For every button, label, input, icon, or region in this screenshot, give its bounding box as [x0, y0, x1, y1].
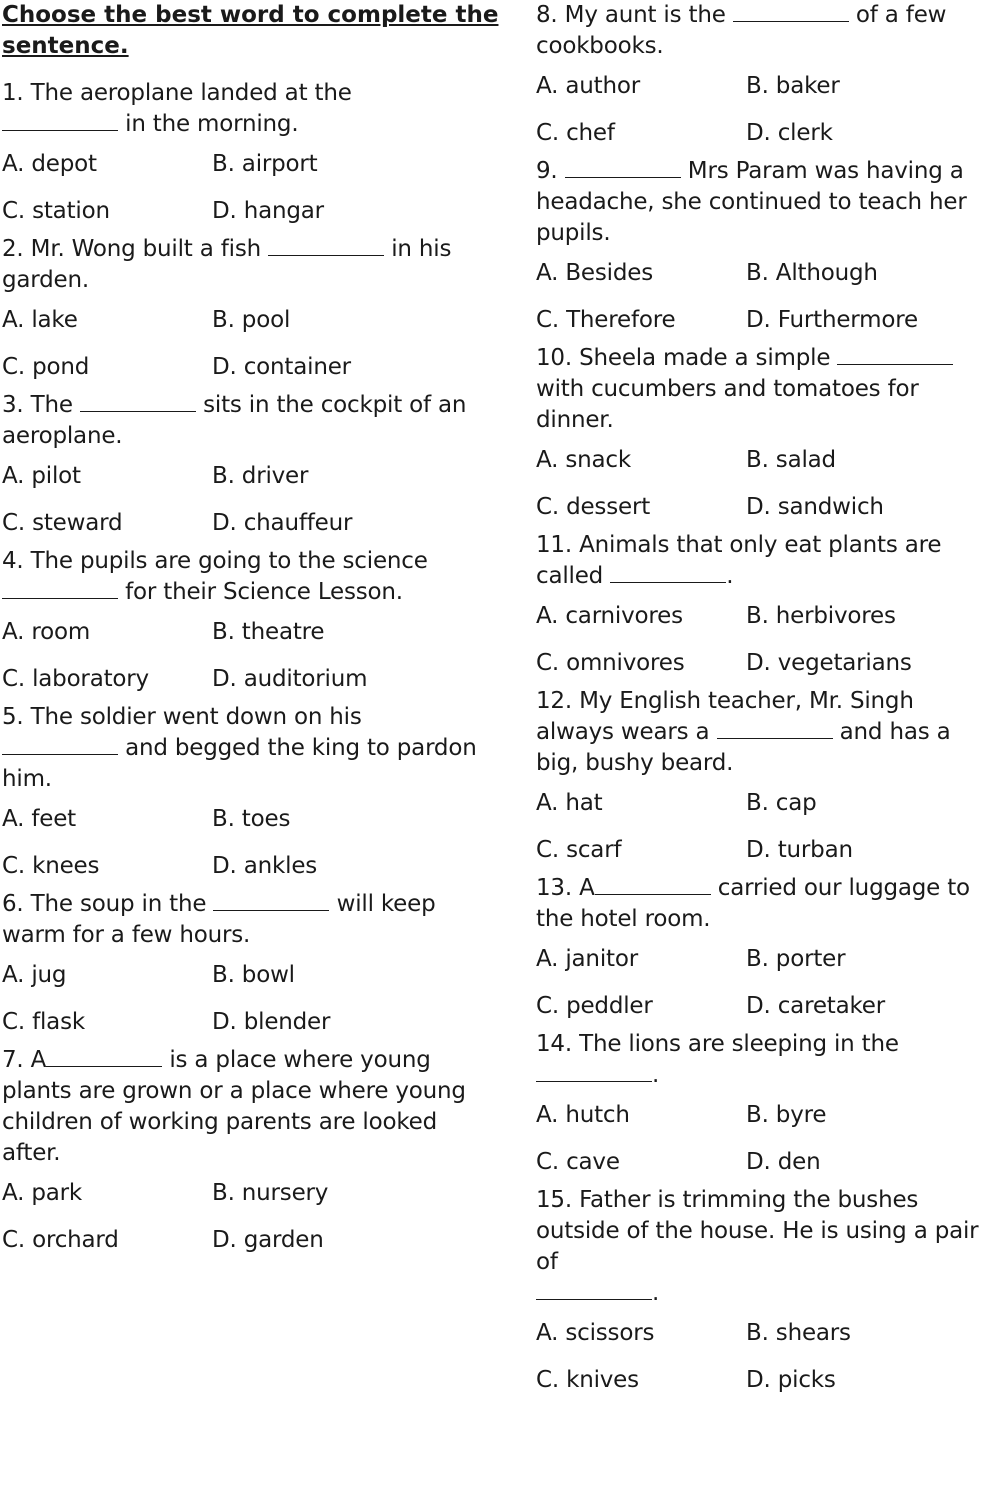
- question-10: [536, 343, 996, 530]
- option-a[interactable]: A. room: [2, 619, 91, 645]
- options-row: [2, 998, 502, 1045]
- option-a[interactable]: A. scissors: [536, 1320, 655, 1346]
- option-d[interactable]: D. caretaker: [746, 993, 885, 1019]
- option-d[interactable]: D. sandwich: [746, 494, 884, 520]
- option-b[interactable]: B. herbivores: [746, 603, 896, 629]
- option-b[interactable]: B. airport: [212, 151, 318, 177]
- option-b[interactable]: B. cap: [746, 790, 817, 816]
- options-row: [2, 1216, 502, 1263]
- question-11: [536, 530, 996, 686]
- options-row: [536, 1356, 996, 1403]
- options-row: [536, 109, 996, 156]
- right-column: [536, 0, 996, 1403]
- option-a[interactable]: A. hat: [536, 790, 603, 816]
- option-c[interactable]: C. scarf: [536, 837, 622, 863]
- options-row: [2, 187, 502, 234]
- options-row: [536, 1138, 996, 1185]
- question-1: [2, 78, 502, 234]
- option-d[interactable]: D. turban: [746, 837, 853, 863]
- options-row: [536, 826, 996, 873]
- option-d[interactable]: D. auditorium: [212, 666, 368, 692]
- answer-blank-14: [536, 1061, 652, 1082]
- question-9-stem: 9. Mrs Param was having a headache, she continued to teach her pupils.: [536, 158, 967, 246]
- option-b[interactable]: B. driver: [212, 463, 309, 489]
- option-c[interactable]: C. station: [2, 198, 110, 224]
- option-a[interactable]: A. pilot: [2, 463, 81, 489]
- option-b[interactable]: B. nursery: [212, 1180, 329, 1206]
- question-8: [536, 0, 996, 156]
- question-13-stem: 13. A carried our luggage to the hotel room.: [536, 875, 970, 932]
- option-d[interactable]: D. garden: [212, 1227, 324, 1253]
- question-6-stem: 6. The soup in the will keep warm for a few hours.: [2, 891, 436, 948]
- options-row: [536, 62, 996, 109]
- option-a[interactable]: A. park: [2, 1180, 83, 1206]
- option-c[interactable]: C. dessert: [536, 494, 651, 520]
- answer-blank-5: [2, 734, 118, 755]
- question-11-stem: 11. Animals that only eat plants are called .: [536, 532, 942, 589]
- option-b[interactable]: B. pool: [212, 307, 291, 333]
- options-row: [2, 499, 502, 546]
- left-column: [2, 0, 502, 1263]
- option-c[interactable]: C. steward: [2, 510, 123, 536]
- option-d[interactable]: D. den: [746, 1149, 821, 1175]
- option-b[interactable]: B. toes: [212, 806, 291, 832]
- answer-blank-12: [717, 718, 833, 739]
- option-a[interactable]: A. depot: [2, 151, 97, 177]
- option-a[interactable]: A. feet: [2, 806, 76, 832]
- question-15: [536, 1185, 996, 1403]
- option-a[interactable]: A. janitor: [536, 946, 638, 972]
- option-d[interactable]: D. blender: [212, 1009, 331, 1035]
- option-a[interactable]: A. carnivores: [536, 603, 683, 629]
- option-c[interactable]: C. knees: [2, 853, 100, 879]
- option-c[interactable]: C. peddler: [536, 993, 653, 1019]
- options-row: [2, 343, 502, 390]
- options-row: [2, 140, 502, 187]
- option-b[interactable]: B. byre: [746, 1102, 827, 1128]
- answer-blank-6: [213, 890, 329, 911]
- question-4: [2, 546, 502, 702]
- answer-blank-2: [268, 235, 384, 256]
- options-row: [536, 1309, 996, 1356]
- option-d[interactable]: D. Furthermore: [746, 307, 918, 333]
- options-row: [2, 296, 502, 343]
- question-9: [536, 156, 996, 343]
- option-b[interactable]: B. baker: [746, 73, 840, 99]
- instructions-heading: [2, 0, 502, 62]
- options-row: [536, 592, 996, 639]
- heading-line-2: sentence.: [2, 33, 129, 59]
- option-d[interactable]: D. chauffeur: [212, 510, 353, 536]
- question-6: [2, 889, 502, 1045]
- option-d[interactable]: D. hangar: [212, 198, 324, 224]
- answer-blank-3: [80, 391, 196, 412]
- option-a[interactable]: A. hutch: [536, 1102, 630, 1128]
- options-row: [2, 795, 502, 842]
- option-c[interactable]: C. pond: [2, 354, 90, 380]
- options-row: [536, 1091, 996, 1138]
- option-c[interactable]: C. omnivores: [536, 650, 685, 676]
- option-b[interactable]: B. Although: [746, 260, 878, 286]
- option-a[interactable]: A. jug: [2, 962, 67, 988]
- option-b[interactable]: B. bowl: [212, 962, 295, 988]
- options-row: [2, 655, 502, 702]
- option-c[interactable]: C. orchard: [2, 1227, 119, 1253]
- option-a[interactable]: A. lake: [2, 307, 78, 333]
- options-row: [536, 296, 996, 343]
- options-row: [536, 436, 996, 483]
- options-row: [2, 1169, 502, 1216]
- answer-blank-7: [46, 1046, 162, 1067]
- option-c[interactable]: C. laboratory: [2, 666, 149, 692]
- question-8-stem: 8. My aunt is the of a few cookbooks.: [536, 2, 947, 59]
- answer-blank-1: [2, 110, 118, 131]
- question-13: [536, 873, 996, 1029]
- option-d[interactable]: D. picks: [746, 1367, 836, 1393]
- option-a[interactable]: A. author: [536, 73, 640, 99]
- option-c[interactable]: C. knives: [536, 1367, 639, 1393]
- options-row: [536, 249, 996, 296]
- options-row: [536, 935, 996, 982]
- options-row: [2, 452, 502, 499]
- question-3: [2, 390, 502, 546]
- option-c[interactable]: C. Therefore: [536, 307, 676, 333]
- options-row: [2, 951, 502, 998]
- option-a[interactable]: A. snack: [536, 447, 631, 473]
- options-row: [2, 842, 502, 889]
- answer-blank-10: [837, 344, 953, 365]
- option-d[interactable]: D. ankles: [212, 853, 318, 879]
- option-d[interactable]: D. vegetarians: [746, 650, 912, 676]
- option-b[interactable]: B. salad: [746, 447, 836, 473]
- question-7-stem: 7. A is a place where young plants are grown or a place where young children of working parents are looked after.: [2, 1047, 466, 1166]
- option-a[interactable]: A. Besides: [536, 260, 653, 286]
- option-b[interactable]: B. porter: [746, 946, 846, 972]
- question-3-stem: 3. The sits in the cockpit of an aeroplane.: [2, 392, 467, 449]
- question-5-stem: 5. The soldier went down on his and begged the king to pardon him.: [2, 704, 477, 792]
- answer-blank-4: [2, 578, 118, 599]
- question-5: [2, 702, 502, 889]
- options-row: [536, 483, 996, 530]
- options-row: [536, 982, 996, 1029]
- answer-blank-8: [733, 1, 849, 22]
- answer-blank-13: [595, 874, 711, 895]
- question-4-stem: 4. The pupils are going to the science for their Science Lesson.: [2, 548, 428, 605]
- options-row: [2, 608, 502, 655]
- option-d[interactable]: D. container: [212, 354, 351, 380]
- option-c[interactable]: C. flask: [2, 1009, 85, 1035]
- options-row: [536, 779, 996, 826]
- answer-blank-9: [565, 157, 681, 178]
- option-d[interactable]: D. clerk: [746, 120, 833, 146]
- option-c[interactable]: C. cave: [536, 1149, 620, 1175]
- question-14: [536, 1029, 996, 1185]
- question-2: [2, 234, 502, 390]
- question-15-stem: 15. Father is trimming the bushes outside of the house. He is using a pair of .: [536, 1187, 979, 1306]
- question-2-stem: 2. Mr. Wong built a fish in his garden.: [2, 236, 452, 293]
- option-c[interactable]: C. chef: [536, 120, 615, 146]
- question-12-stem: 12. My English teacher, Mr. Singh always wears a and has a big, bushy beard.: [536, 688, 951, 776]
- answer-blank-11: [610, 562, 726, 583]
- options-row: [536, 639, 996, 686]
- question-12: [536, 686, 996, 873]
- question-14-stem: 14. The lions are sleeping in the .: [536, 1031, 899, 1088]
- answer-blank-15: [536, 1279, 652, 1300]
- option-b[interactable]: B. theatre: [212, 619, 325, 645]
- question-7: [2, 1045, 502, 1263]
- question-1-stem: 1. The aeroplane landed at the in the morning.: [2, 80, 352, 137]
- option-b[interactable]: B. shears: [746, 1320, 851, 1346]
- heading-line-1: Choose the best word to complete the: [2, 2, 499, 28]
- question-10-stem: 10. Sheela made a simple with cucumbers and tomatoes for dinner.: [536, 343, 996, 436]
